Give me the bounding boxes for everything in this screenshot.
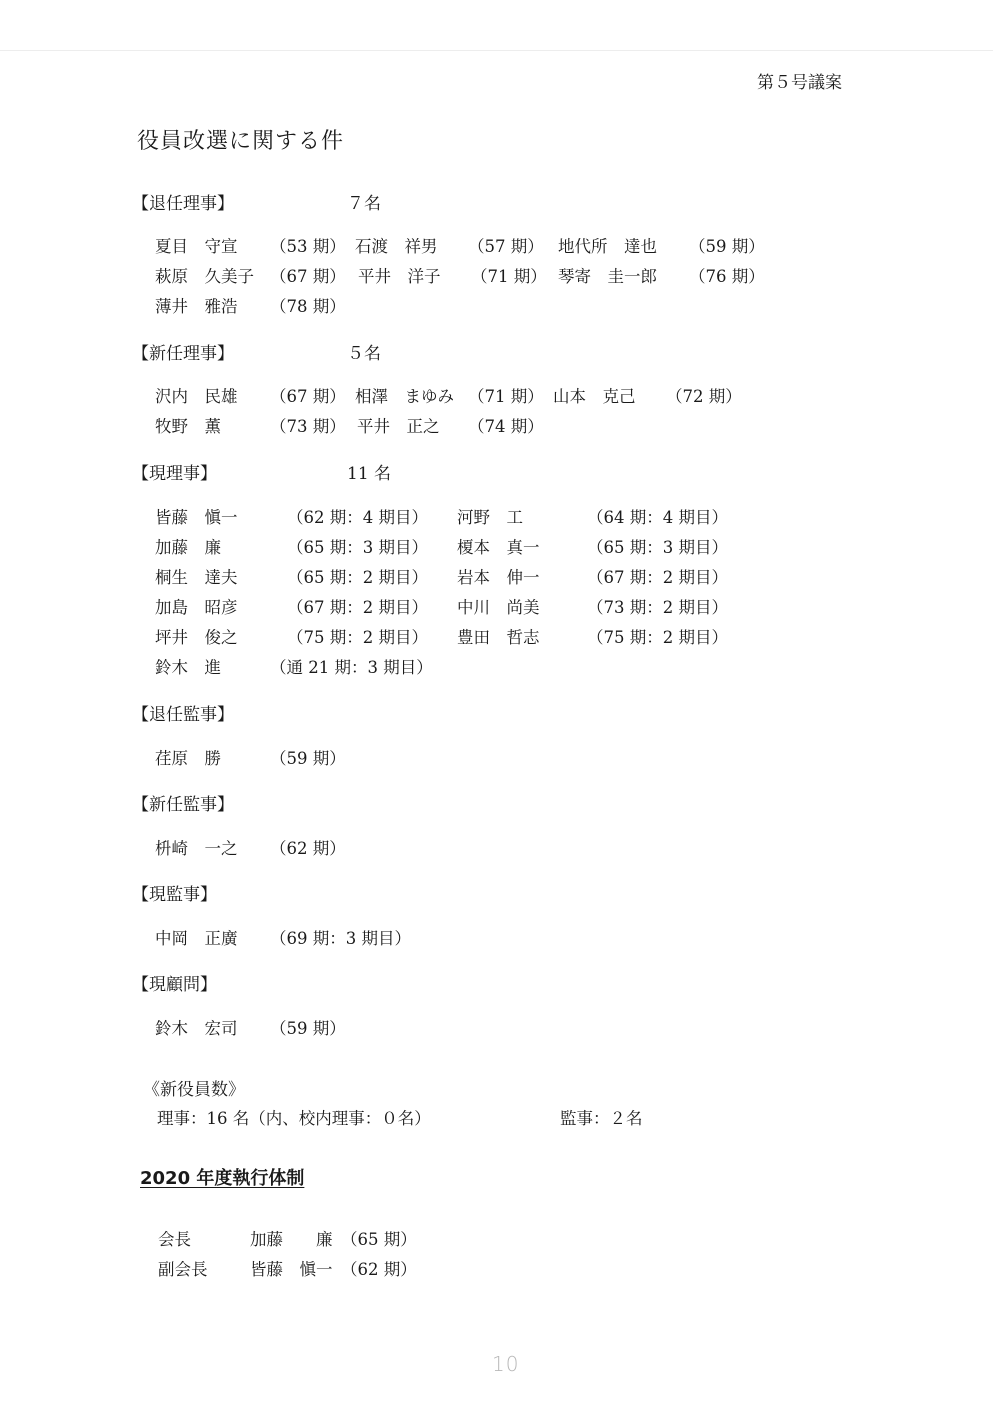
member-name: 鈴木 進 bbox=[155, 658, 221, 677]
member-term: （65 期：3 期目） bbox=[587, 538, 728, 557]
member-name: 岩本 伸一 bbox=[457, 568, 540, 587]
member-name: 桐生 達夫 bbox=[155, 568, 238, 587]
table-row bbox=[158, 1226, 417, 1250]
executive-structure-heading: 2020 年度執行体制 bbox=[140, 1168, 305, 1189]
page-number: 10 bbox=[492, 1352, 520, 1376]
member-term: （76 期） bbox=[689, 267, 765, 286]
member-name: 平井 正之 bbox=[357, 417, 440, 436]
member-term: （62 期：4 期目） bbox=[287, 508, 428, 527]
list-item bbox=[457, 594, 728, 618]
member-term: （71 期） bbox=[471, 267, 547, 286]
list-item bbox=[155, 413, 346, 437]
member-term: （67 期） bbox=[270, 387, 346, 406]
member-term: （67 期：2 期目） bbox=[587, 568, 728, 587]
list-item bbox=[155, 564, 428, 588]
member-name: 加島 昭彦 bbox=[155, 598, 238, 617]
list-item bbox=[355, 233, 544, 257]
member-term: （67 期：2 期目） bbox=[287, 598, 428, 617]
document-title: 役員改選に関する件 bbox=[137, 129, 345, 154]
member-name: 豊田 哲志 bbox=[457, 628, 540, 647]
executive-term: （65 期） bbox=[341, 1230, 417, 1249]
list-item bbox=[155, 745, 346, 769]
new-directors-count: ５名 bbox=[347, 344, 381, 364]
agenda-number: 第５号議案 bbox=[757, 73, 842, 93]
member-term: （65 期：3 期目） bbox=[287, 538, 428, 557]
member-name: 榎本 真一 bbox=[457, 538, 540, 557]
member-name: 中岡 正廣 bbox=[155, 929, 238, 948]
executive-name: 加藤 廉 bbox=[250, 1230, 333, 1249]
member-name: 相澤 まゆみ bbox=[355, 387, 454, 406]
member-term: （75 期：2 期目） bbox=[587, 628, 728, 647]
member-term: （62 期） bbox=[270, 839, 346, 858]
member-name: 荏原 勝 bbox=[155, 749, 221, 768]
list-item bbox=[553, 383, 742, 407]
member-term: （73 期：2 期目） bbox=[587, 598, 728, 617]
member-term: （73 期） bbox=[270, 417, 346, 436]
member-term: （57 期） bbox=[468, 237, 544, 256]
executive-term: （62 期） bbox=[341, 1260, 417, 1279]
member-name: 平井 洋子 bbox=[358, 267, 441, 286]
section-heading-current-advisor: 【現顧問】 bbox=[132, 975, 217, 995]
officer-count-heading: 《新役員数》 bbox=[143, 1080, 245, 1100]
member-name: 地代所 達也 bbox=[558, 237, 657, 256]
current-directors-count: 11 名 bbox=[347, 464, 392, 484]
list-item bbox=[155, 1015, 346, 1039]
officer-count-auditors: 監事：２名 bbox=[560, 1109, 643, 1128]
member-term: （53 期） bbox=[270, 237, 346, 256]
list-item bbox=[155, 263, 346, 287]
list-item bbox=[155, 534, 428, 558]
member-name: 中川 尚美 bbox=[457, 598, 540, 617]
member-name: 石渡 祥男 bbox=[355, 237, 438, 256]
member-term: （59 期） bbox=[270, 749, 346, 768]
list-item bbox=[155, 654, 433, 678]
list-item bbox=[155, 835, 346, 859]
section-heading-current-auditor: 【現監事】 bbox=[132, 885, 217, 905]
member-name: 河野 工 bbox=[457, 508, 523, 527]
section-heading-current-directors: 【現理事】 bbox=[132, 464, 217, 484]
member-term: （75 期：2 期目） bbox=[287, 628, 428, 647]
member-name: 皆藤 愼一 bbox=[155, 508, 238, 527]
section-heading-new-auditor: 【新任監事】 bbox=[132, 795, 234, 815]
member-name: 沢内 民雄 bbox=[155, 387, 238, 406]
member-name: 萩原 久美子 bbox=[155, 267, 254, 286]
member-name: 牧野 薫 bbox=[155, 417, 221, 436]
member-term: （64 期：4 期目） bbox=[587, 508, 728, 527]
executive-role: 副会長 bbox=[158, 1260, 208, 1279]
member-term: （78 期） bbox=[270, 297, 346, 316]
member-name: 坪井 俊之 bbox=[155, 628, 238, 647]
executive-name: 皆藤 愼一 bbox=[250, 1260, 333, 1279]
list-item bbox=[357, 413, 544, 437]
member-term: （59 期） bbox=[689, 237, 765, 256]
section-heading-retiring-auditor: 【退任監事】 bbox=[132, 705, 234, 725]
member-term: （69 期：3 期目） bbox=[270, 929, 411, 948]
member-name: 鈴木 宏司 bbox=[155, 1019, 238, 1038]
list-item bbox=[457, 564, 728, 588]
list-item bbox=[155, 504, 428, 528]
list-item bbox=[155, 293, 346, 317]
list-item bbox=[358, 263, 547, 287]
list-item bbox=[457, 624, 728, 648]
member-term: （通 21 期：3 期目） bbox=[270, 658, 433, 677]
member-term: （71 期） bbox=[468, 387, 544, 406]
section-heading-new-directors: 【新任理事】 bbox=[132, 344, 234, 364]
list-item bbox=[155, 594, 428, 618]
executive-role: 会長 bbox=[158, 1230, 191, 1249]
list-item bbox=[155, 233, 346, 257]
member-name: 薄井 雅浩 bbox=[155, 297, 238, 316]
scan-edge-line bbox=[0, 50, 993, 51]
member-term: （74 期） bbox=[468, 417, 544, 436]
list-item bbox=[155, 383, 346, 407]
member-name: 枡崎 一之 bbox=[155, 839, 238, 858]
retiring-directors-count: ７名 bbox=[347, 194, 381, 214]
member-term: （59 期） bbox=[270, 1019, 346, 1038]
member-term: （72 期） bbox=[666, 387, 742, 406]
list-item bbox=[457, 504, 728, 528]
member-name: 山本 克己 bbox=[553, 387, 636, 406]
officer-count-directors: 理事：16 名（内、校内理事：０名） bbox=[157, 1109, 431, 1128]
list-item bbox=[155, 925, 411, 949]
member-term: （67 期） bbox=[270, 267, 346, 286]
section-heading-retiring-directors: 【退任理事】 bbox=[132, 194, 234, 214]
list-item bbox=[155, 624, 428, 648]
member-term: （65 期：2 期目） bbox=[287, 568, 428, 587]
member-name: 加藤 廉 bbox=[155, 538, 221, 557]
list-item bbox=[558, 263, 765, 287]
list-item bbox=[558, 233, 765, 257]
member-name: 夏目 守宣 bbox=[155, 237, 238, 256]
list-item bbox=[355, 383, 544, 407]
table-row bbox=[158, 1256, 417, 1280]
member-name: 琴寄 圭一郎 bbox=[558, 267, 657, 286]
list-item bbox=[457, 534, 728, 558]
